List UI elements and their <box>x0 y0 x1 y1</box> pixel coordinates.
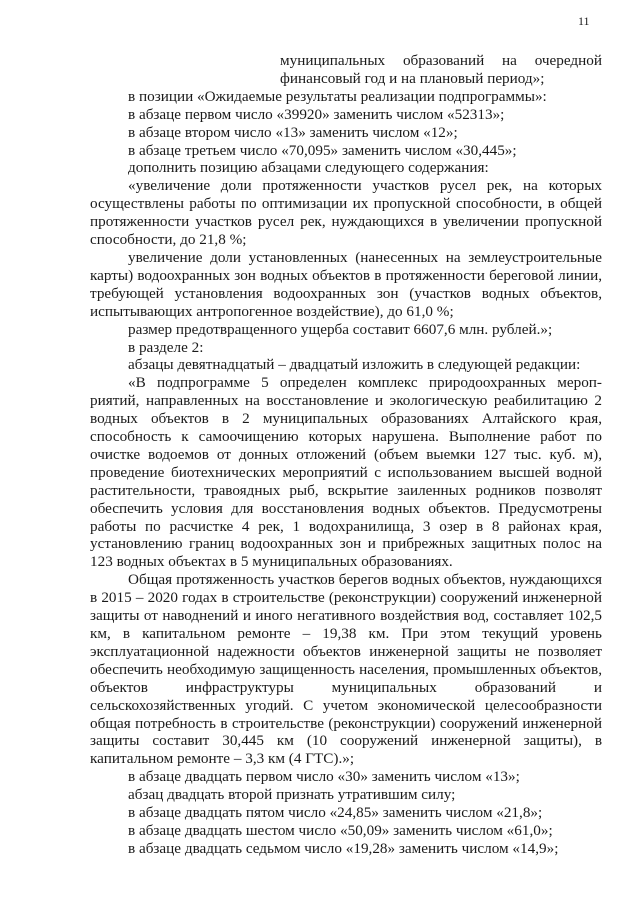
paragraph: размер предотвращенного ущерба составит 6607,6 млн. рублей.»; <box>128 320 553 338</box>
paragraph: увеличение доли установленных (нанесенных на землеустроительные карты) водоохранных зон водных объектов в протяженности береговой линии, требующей установления водоохранных зон (участков водных объектов, испытывающих антропогенное воздействие), до 61,0 %; <box>90 248 602 320</box>
page-number: 11 <box>578 14 590 28</box>
paragraph: «В подпрограмме 5 определен комплекс природоохранных мероп-риятий, направленных на восстановление и экологическую реабилитацию 2 водных объектов в 2 муниципальных образованиях Алтайского края, способность к самоочищению которых нарушена. Выполнение работ по очистке водоемов от донных отложений (объем выемки 127 тыс. куб. м), проведение биотехнических мероприятий с использованием высшей водной растительности, травоядных рыб, вскрытие заиленных родников позволят обеспечить условия для восстановления водных объектов. Предусмотрены работы по расчистке 4 рек, 1 водохранилища, 3 озер в 8 районах края, установлению границ водоохранных зон и прибрежных защитных полос на 123 водных объектах в 5 муниципальных образованиях. <box>90 374 602 571</box>
paragraph: в абзаце первом число «39920» заменить числом «52313»; <box>128 105 505 123</box>
paragraph: в абзаце двадцать шестом число «50,09» заменить числом «61,0»; <box>128 821 553 839</box>
paragraph: в позиции «Ожидаемые результаты реализации подпрограммы»: <box>128 87 547 105</box>
paragraph: абзацы девятнадцатый – двадцатый изложить в следующей редакции: <box>128 356 581 374</box>
body-text <box>90 52 602 858</box>
paragraph: в абзаце двадцать пятом число «24,85» заменить числом «21,8»; <box>128 804 543 822</box>
paragraph: муниципальных образований на очередной финансовый год и на плановый период»; <box>280 52 602 87</box>
paragraph: в абзаце втором число «13» заменить числом «12»; <box>128 123 458 141</box>
paragraph: Общая протяженность участков берегов водных объектов, нуждающихся в 2015 – 2020 годах в строительстве (реконструкции) сооружений инженерной защиты от наводнений и иного негативного воздействия вод, составляет 102,5 км, в капитальном ремонте – 19,38 км. При этом текущий уровень эксплуатационной надежности объектов инженерной защиты не позволяет обеспечить необходимую защищенность населения, промышленных объектов, объектов инфраструктуры муниципальных образований и сельскохозяйственных угодий. С учетом экономической целесообразности общая потребность в строительстве (реконструкции) сооружений инженерной защиты составит 30,445 км (10 сооружений инженерной защиты), в капитальном ремонте – 3,3 км (4 ГТС).»; <box>90 571 602 768</box>
paragraph: «увеличение доли протяженности участков русел рек, на которых осуществлены работы по оптимизации их пропускной способности, в общей протяженности участков русел рек, нуждающихся в увеличении пропускной способности, до 21,8 %; <box>90 177 602 249</box>
paragraph: в абзаце двадцать седьмом число «19,28» заменить числом «14,9»; <box>128 839 559 857</box>
paragraph: в абзаце двадцать первом число «30» заменить числом «13»; <box>128 768 520 786</box>
paragraph: в разделе 2: <box>128 338 204 356</box>
paragraph: дополнить позицию абзацами следующего содержания: <box>128 159 489 177</box>
paragraph: в абзаце третьем число «70,095» заменить числом «30,445»; <box>128 141 517 159</box>
paragraph: абзац двадцать второй признать утратившим силу; <box>128 786 456 804</box>
